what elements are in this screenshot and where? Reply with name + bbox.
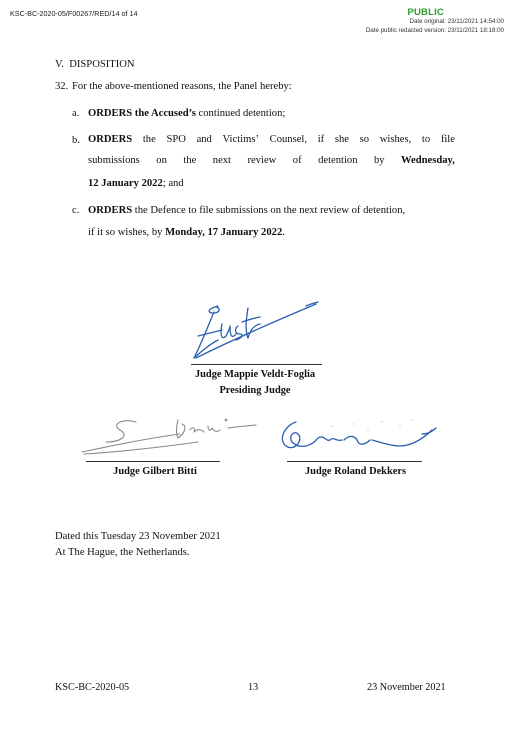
order-b-word: ORDERS: [88, 134, 133, 145]
order-c-post: .: [282, 227, 285, 238]
document-reference: KSC-BC-2020-05/F00267/RED/14 of 14: [10, 9, 138, 18]
order-b-line3: [88, 177, 184, 190]
order-b-word: submissions: [88, 155, 140, 166]
date-public-redacted: Date public redacted version: 23/11/2021 18:18:00: [365, 27, 504, 34]
order-b-letter: b.: [72, 135, 80, 146]
order-a-text: [88, 107, 285, 120]
order-b-word: she: [334, 134, 349, 145]
order-b-word: to: [421, 134, 431, 145]
judge-dekkers-signature: [272, 412, 442, 462]
order-b-word: the: [183, 155, 197, 166]
order-b-line2: [88, 155, 455, 166]
header-stamp: [366, 8, 504, 35]
date-original: Date original: 23/11/2021 14:54:00: [409, 18, 504, 25]
order-b-word: on: [156, 155, 167, 166]
order-c-pre: if it so wishes, by: [88, 227, 166, 238]
order-a-bold: ORDERS the Accused’s: [88, 108, 196, 119]
order-b-word: SPO: [166, 134, 186, 145]
order-b-word: Counsel,: [269, 134, 308, 145]
footer-date: 23 November 2021: [367, 682, 446, 693]
judge-bitti-signature: [80, 412, 260, 462]
order-b-word: if: [317, 134, 325, 145]
order-b-word: of: [292, 155, 302, 166]
order-b-word: so: [359, 134, 370, 145]
order-b-word: the: [142, 134, 156, 145]
judge-dekkers-name: Judge Roland Dekkers: [304, 466, 407, 477]
order-c-date: Monday, 17 January 2022: [165, 227, 283, 238]
presiding-judge-title: Presiding Judge: [219, 385, 291, 396]
order-b-word: detention: [318, 155, 358, 166]
presiding-signature-line: [191, 364, 322, 365]
order-b-word: review: [247, 155, 277, 166]
place-line: At The Hague, the Netherlands.: [55, 547, 190, 558]
presiding-judge-name: Judge Mappie Veldt-Foglia: [194, 369, 316, 380]
order-b-word: Victims’: [222, 134, 259, 145]
footer-page-number: 13: [248, 682, 259, 693]
order-c-letter: c.: [72, 205, 80, 216]
section-heading: V. DISPOSITION: [55, 59, 135, 70]
paragraph-intro: For the above-mentioned reasons, the Panel hereby:: [72, 81, 292, 92]
order-c-line2: [88, 226, 285, 239]
presiding-judge-signature: [188, 296, 323, 366]
judge-bitti-name: Judge Gilbert Bitti: [113, 466, 197, 477]
order-b-line1: [88, 134, 455, 145]
order-b-date: 12 January 2022: [88, 178, 163, 189]
order-c-line1: [88, 204, 405, 217]
order-b-word: next: [212, 155, 232, 166]
order-b-word: file: [440, 134, 455, 145]
classification-label: PUBLIC: [407, 7, 444, 18]
order-c-bold: ORDERS: [88, 205, 133, 216]
order-b-end: ; and: [162, 178, 184, 189]
order-b-word: Wednesday,: [401, 155, 455, 166]
order-b-word: wishes,: [379, 134, 412, 145]
order-c-rest: the Defence to file submissions on the next review of detention,: [132, 205, 406, 216]
order-b-word: by: [373, 155, 385, 166]
order-a-letter: a.: [72, 108, 80, 119]
order-b-word: and: [196, 134, 212, 145]
bitti-signature-line: [86, 461, 220, 462]
dated-line: Dated this Tuesday 23 November 2021: [55, 531, 221, 542]
order-a-rest: continued detention;: [195, 108, 286, 119]
footer-case-number: KSC-BC-2020-05: [55, 682, 130, 693]
dekkers-signature-line: [287, 461, 422, 462]
paragraph-number: 32.: [55, 81, 69, 92]
